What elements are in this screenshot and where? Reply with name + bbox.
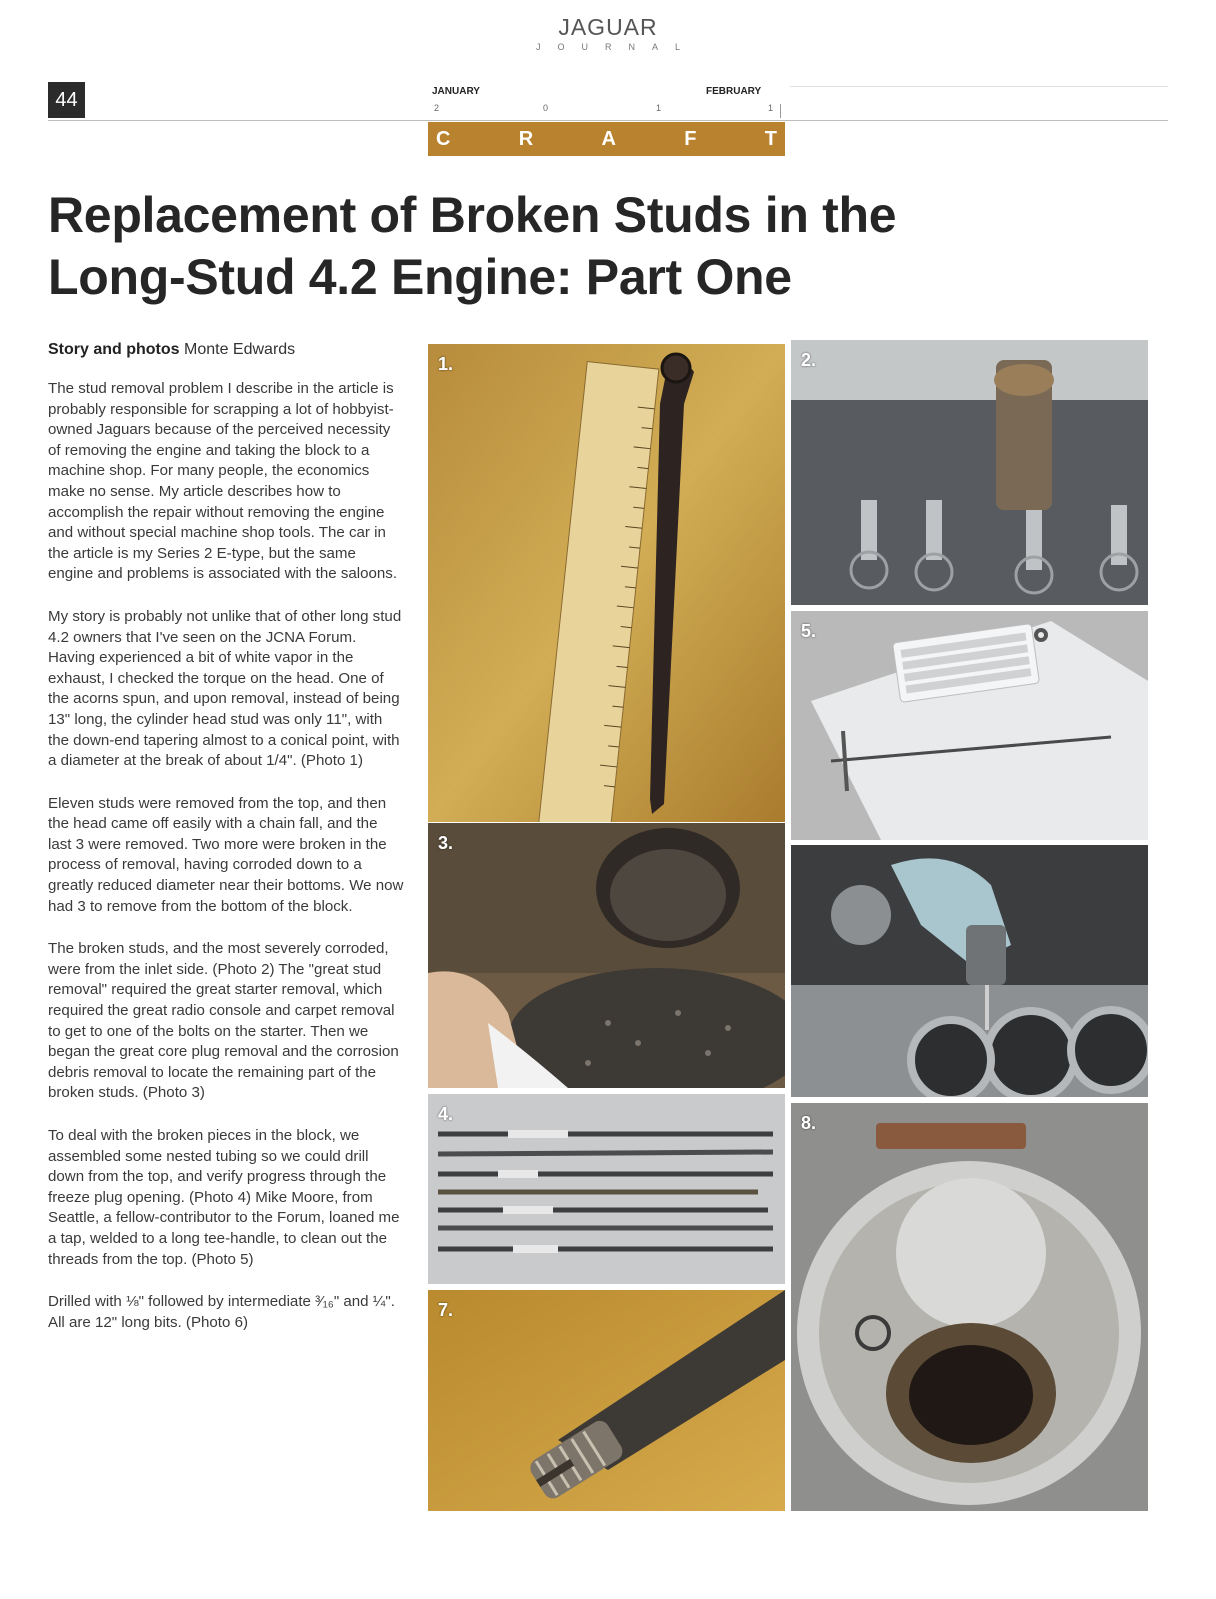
section-letter: A (601, 127, 616, 150)
photo-number: 5. (801, 621, 817, 641)
byline-author: Monte Edwards (184, 341, 296, 358)
article-body (48, 379, 404, 1355)
byline (48, 341, 295, 359)
section-letter: C (436, 127, 451, 150)
byline-label: Story and photos (48, 341, 180, 358)
header-rule (48, 120, 1168, 121)
masthead-subtitle: JOURNAL (535, 42, 697, 52)
paragraph: To deal with the broken pieces in the block, we assembled some nested tubing so we could drill down from the top, and verify progress through the freeze plug opening. (Photo 4) Mike Moore, from Seattle, a fellow-contributor to the Forum, loaned me a tap, welded to a long tee-handle, to clean out the threads from the top. (Photo 5) (48, 1127, 400, 1268)
photo-6-drilling (791, 845, 1148, 1097)
photo-2-engine-block (791, 340, 1148, 605)
photo-3-core-plug-debris (428, 823, 785, 1088)
timeline-month-february: FEBRUARY (706, 86, 762, 97)
photo-number: 3. (438, 833, 454, 853)
timeline-tick (780, 104, 781, 118)
timeline-day: 2 (434, 103, 440, 113)
article-headline (48, 184, 1178, 308)
photo-number: 2. (801, 350, 817, 370)
timeline-day: 1 (656, 103, 662, 113)
photo-8-cylinder-bore (791, 1103, 1148, 1511)
timeline-day: 1 (768, 103, 774, 113)
headline-line-2: Long-Stud 4.2 Engine: Part One (48, 249, 792, 305)
photo-1-broken-stud (428, 344, 785, 822)
paragraph: Drilled with ⅛" followed by intermediate ³⁄₁₆" and ¼". All are 12" long bits. (Photo 6) (48, 1293, 395, 1331)
photo-7-tap-closeup (428, 1290, 785, 1511)
photo-5-tee-handle-tap (791, 611, 1148, 840)
section-letter: T (764, 127, 777, 150)
paragraph: The stud removal problem I describe in the article is probably responsible for scrapping a lot of hobbyist-owned Jaguars because of the perceived necessity of removing the engine and taking the block to a machine shop. For many people, the economics make no sense. My article describes how to accomplish the repair without removing the engine and without special machine shop tools. The car in the article is my Series 2 E-type, but the same engine and problems is associated with the saloons. (48, 380, 398, 583)
paragraph: The broken studs, and the most severely corroded, were from the inlet side. (Photo 2) The "great stud removal" required the great starter removal, which required the great radio console and carpet removal to get to one of the bolts on the starter. Then we began the great core plug removal and the corrosion debris removal to locate the remaining part of the broken studs. (Photo 3) (48, 940, 399, 1102)
section-bar-craft (428, 122, 785, 156)
photo-4-nested-tubing (428, 1094, 785, 1284)
section-letter: R (518, 127, 534, 150)
page-number: 44 (48, 82, 85, 118)
photo-number: 1. (438, 354, 454, 374)
paragraph: My story is probably not unlike that of other long stud 4.2 owners that I've seen on the JCNA Forum. Having experienced a bit of white vapor in the exhaust, I checked the torque on the head. One of the acorns spun, and upon removal, instead of being 13" long, the cylinder head stud was only 11", with the down-end tapering almost to a conical point, with a diameter at the break of about 1/4". (Photo 1) (48, 607, 402, 770)
timeline-day: 0 (543, 103, 549, 113)
timeline-month-january: JANUARY (432, 86, 480, 97)
headline-line-1: Replacement of Broken Studs in the (48, 187, 897, 243)
section-letter: F (684, 127, 697, 150)
header-rule-top (790, 86, 1168, 87)
photo-number: 8. (801, 1113, 817, 1133)
photo-number: 7. (438, 1300, 454, 1320)
paragraph: Eleven studs were removed from the top, and then the head came off easily with a chain fall, and the last 3 were removed. Two more were broken in the process of removal, having corroded down to a greatly reduced diameter near their bottoms. We now had 3 to remove from the bottom of the block. (48, 794, 404, 915)
masthead-title: JAGUAR (558, 14, 658, 40)
photo-number: 4. (438, 1104, 454, 1124)
